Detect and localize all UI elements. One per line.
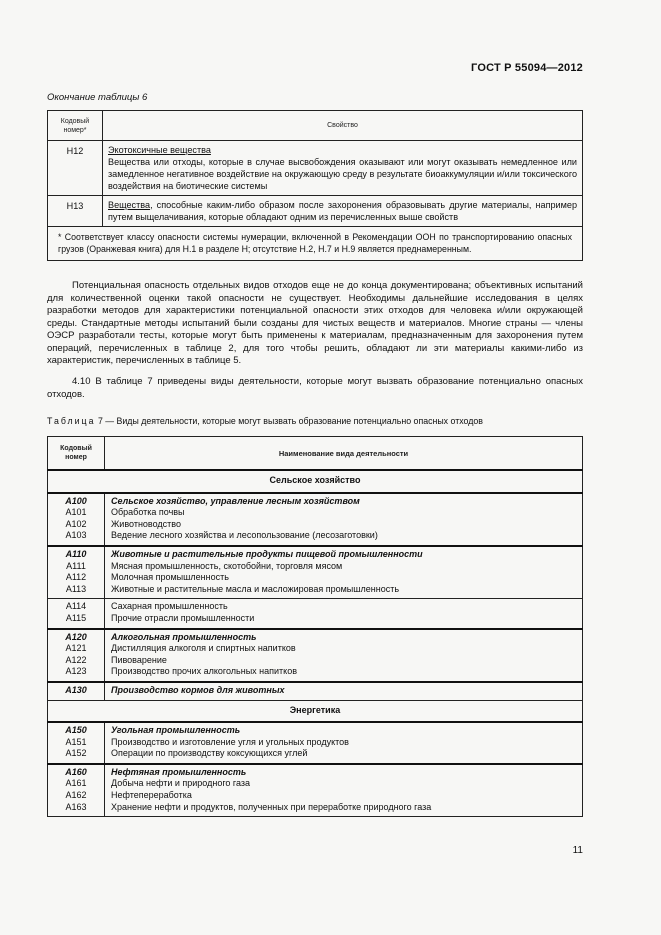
table6-code-cell: Н12: [48, 141, 103, 196]
table6-col-code-header: Кодовый номер*: [48, 111, 103, 141]
name-cell: Угольная промышленность Производство и изготовление угля и угольных продуктов Операции по производству коксующихся углей: [105, 722, 583, 764]
section-agriculture: Сельское хозяйство: [48, 470, 583, 493]
table-7: [47, 436, 583, 817]
code-cell: A120 A121 A122 A123: [48, 629, 105, 682]
table-row: [48, 493, 583, 546]
body-paragraph-4-10: 4.10 В таблице 7 приведены виды деятельности, которые могут вызвать образование потенциально опасных отходов.: [47, 376, 583, 400]
table-row: [48, 546, 583, 599]
code-cell: A130: [48, 682, 105, 700]
table-row: [48, 764, 583, 817]
property-text: , способные каким-либо образом после захоронения образовывать другие материалы, например путем выщелачивания, которые обладают одним из перечисленных выше свойств: [108, 200, 577, 222]
name-cell: Животные и растительные продукты пищевой промышленности Мясная промышленность, скотобойни, торговля мясом Молочная промышленность Животные и растительные масла и масложировая промышленность: [105, 546, 583, 599]
name-cell: Сельское хозяйство, управление лесным хозяйством Обработка почвы Животноводство Ведение лесного хозяйства и лесопользование (лесозаготовки): [105, 493, 583, 546]
page-number: 11: [572, 845, 583, 856]
table-row: [48, 629, 583, 682]
section-energy: Энергетика: [48, 700, 583, 722]
table-row: [48, 599, 583, 629]
property-text: Вещества или отходы, которые в случае высвобождения оказывают или могут оказывать немедленное или замедленное негативное воздействие на окружающую среду в результате биоаккумуляции и/или токсического воздействия на биотические системы: [108, 157, 577, 191]
table6-code-cell: Н13: [48, 196, 103, 227]
table6-col-property-header: Свойство: [103, 111, 583, 141]
code-cell: A160 A161 A162 A163: [48, 764, 105, 817]
name-cell: Алкогольная промышленность Дистилляция алкоголя и спиртных напитков Пивоварение Производство прочих алкогольных напитков: [105, 629, 583, 682]
property-title: Экотоксичные вещества: [108, 145, 211, 155]
caption-text: 7 — Виды деятельности, которые могут вызвать образование потенциально опасных отходов: [97, 416, 483, 426]
table-row: [48, 196, 583, 227]
table-6: [47, 110, 583, 261]
document-code: ГОСТ Р 55094—2012: [471, 62, 583, 74]
name-cell: Сахарная промышленность Прочие отрасли промышленности: [105, 599, 583, 629]
body-paragraph: Потенциальная опасность отдельных видов отходов еще не до конца документирована; объективных испытаний для количественной оценки такой опасности не существует. Необходимы дальнейшие исследования в целях разработки методов для характеристики потенциальной опасности этих отходов для человека и/или окружающей среды. Стандартные методы испытаний были созданы для чистых веществ и материалов. Многие страны — члены ОЭСР разработали тесты, которые могут быть применены к материалам, предназначенным для захоронения путем операций, перечисленных в таблице 2, для того чтобы решить, обладают ли эти материалы какими-либо из характеристик, перечисленных в таблице 5.: [47, 280, 583, 366]
name-cell: Нефтяная промышленность Добыча нефти и природного газа Нефтепереработка Хранение нефти и продуктов, полученных при переработке природного газа: [105, 764, 583, 817]
name-cell: Производство кормов для животных: [105, 682, 583, 700]
table-row: [48, 722, 583, 764]
table6-continuation-title: Окончание таблицы 6: [47, 92, 148, 103]
table6-property-cell: [103, 196, 583, 227]
table7-caption: [47, 416, 483, 426]
caption-prefix: Таблица: [47, 416, 96, 426]
code-cell: A114 A115: [48, 599, 105, 629]
code-cell: A150 A151 A152: [48, 722, 105, 764]
table7-col-code-header: Кодовый номер: [48, 437, 105, 471]
table-row: [48, 682, 583, 700]
table6-property-cell: [103, 141, 583, 196]
table-row: [48, 141, 583, 196]
table7-col-name-header: Наименование вида деятельности: [105, 437, 583, 471]
property-title: Вещества: [108, 200, 151, 210]
table6-footnote: * Соответствует классу опасности системы нумерации, включенной в Рекомендации ООН по транспортированию опасных грузов (Оранжевая книга) для Н.1 в разделе Н; отсутствие Н.2, Н.7 и Н.9 является преднамеренным.: [48, 227, 583, 261]
code-cell: A100 A101 A102 A103: [48, 493, 105, 546]
code-cell: A110 A111 A112 A113: [48, 546, 105, 599]
